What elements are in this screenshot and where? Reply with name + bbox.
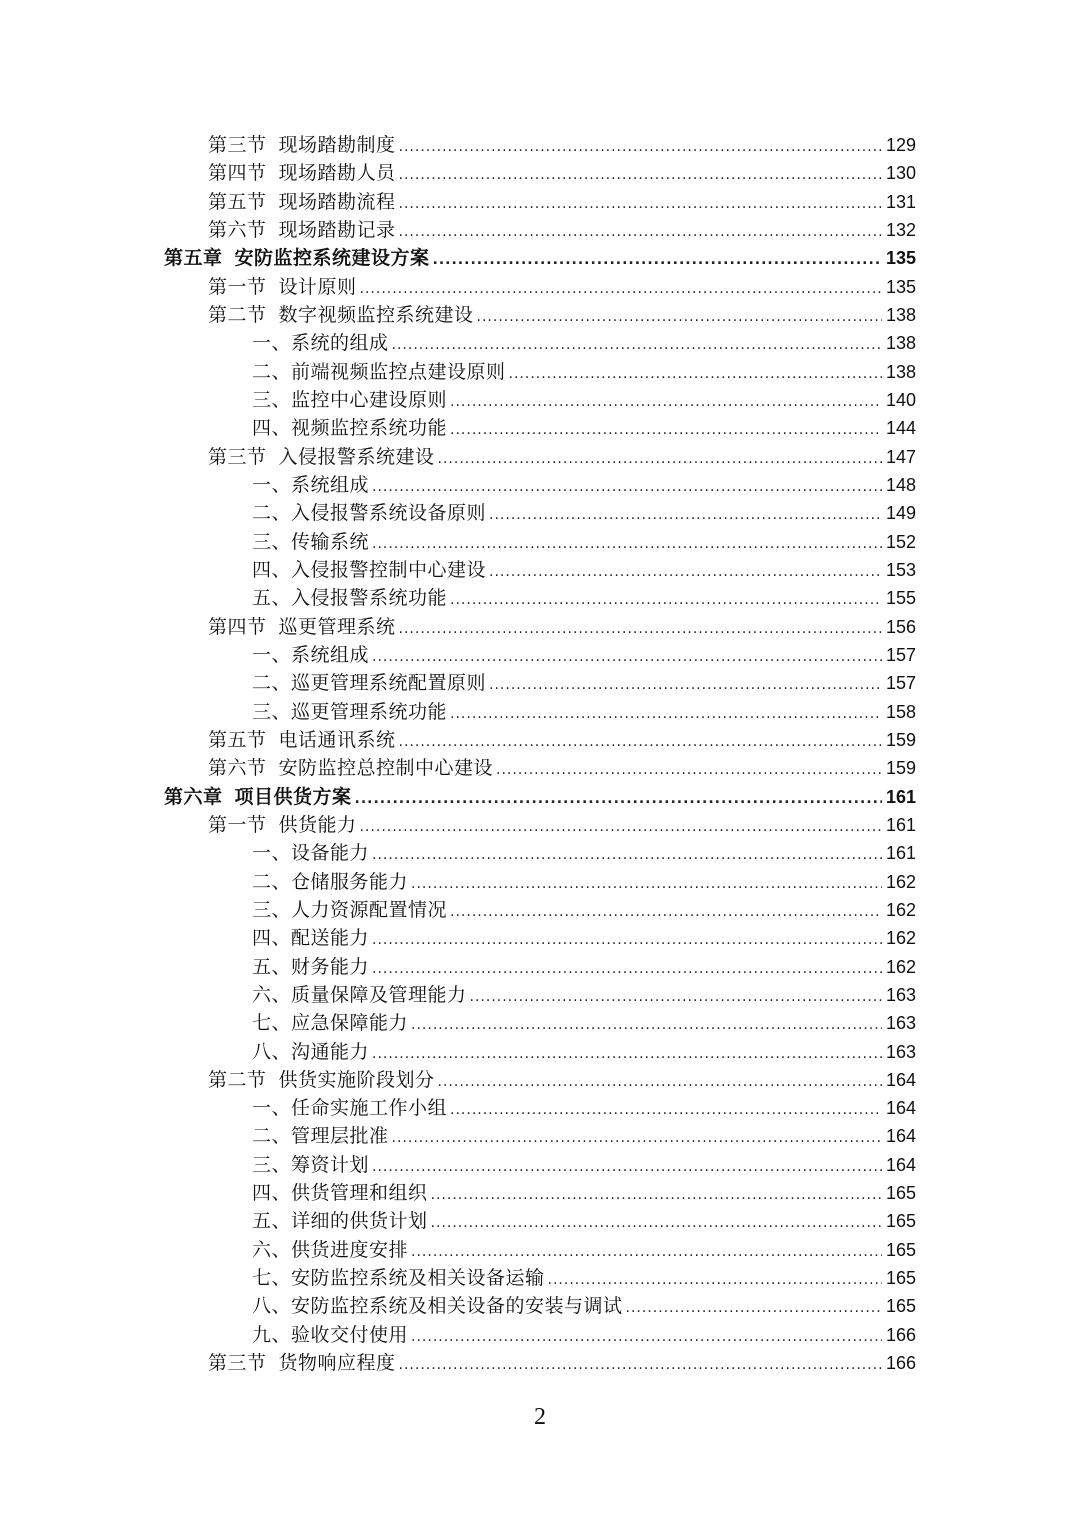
- toc-entry-text: 应急保障能力: [291, 1012, 409, 1035]
- toc-entry[interactable]: [0, 1038, 1080, 1066]
- toc-entry[interactable]: [0, 669, 1080, 697]
- toc-entry[interactable]: [0, 1264, 1080, 1292]
- toc-entry[interactable]: [0, 783, 1080, 811]
- toc-entry-title: [252, 839, 369, 867]
- toc-entry-number: 八、: [252, 1295, 292, 1318]
- toc-dot-leader: [470, 983, 882, 1011]
- toc-dot-leader: [372, 841, 882, 869]
- toc-page-number: 132: [885, 219, 916, 240]
- toc-entry[interactable]: [0, 754, 1080, 782]
- toc-entry-text: 巡更管理系统功能: [291, 700, 448, 723]
- toc-entry[interactable]: [0, 159, 1080, 187]
- toc-entry[interactable]: [0, 188, 1080, 216]
- toc-page-number: 165: [885, 1296, 916, 1317]
- toc-entry-number: 二、: [252, 672, 292, 695]
- toc-entry[interactable]: [0, 896, 1080, 924]
- toc-dot-leader: [438, 1068, 882, 1096]
- toc-entry-title: [252, 1038, 369, 1066]
- toc-dot-leader: [450, 586, 882, 614]
- toc-entry-number: 七、: [252, 1012, 292, 1035]
- toc-entry[interactable]: [0, 216, 1080, 244]
- toc-entry[interactable]: [0, 641, 1080, 669]
- toc-entry-title: [252, 329, 389, 357]
- toc-entry[interactable]: [0, 868, 1080, 896]
- toc-entry-number: 五、: [252, 955, 292, 978]
- toc-dot-leader: [489, 501, 882, 529]
- toc-dot-leader: [372, 1040, 882, 1068]
- toc-page-number: 130: [885, 163, 916, 184]
- toc-dot-leader: [450, 1096, 882, 1124]
- toc-dot-leader: [496, 756, 882, 784]
- toc-page-number: 166: [885, 1353, 916, 1374]
- toc-page-number: 148: [885, 474, 916, 495]
- toc-entry-title: [252, 641, 369, 669]
- toc-entry-number: 三、: [252, 530, 292, 553]
- toc-entry-title: [252, 528, 369, 556]
- toc-dot-leader: [399, 615, 882, 643]
- toc-entry-text: 项目供货方案: [234, 785, 352, 808]
- toc-entry-title: [252, 924, 369, 952]
- toc-entry-text: 仓储服务能力: [291, 870, 409, 893]
- toc-dot-leader: [392, 331, 882, 359]
- toc-entry-title: [208, 273, 357, 301]
- toc-entry-text: 现场踏勘制度: [278, 134, 396, 156]
- toc-entry-number: 四、: [252, 1182, 292, 1205]
- table-of-contents: [0, 131, 1080, 1377]
- toc-dot-leader: [411, 1238, 882, 1266]
- toc-entry[interactable]: [0, 726, 1080, 754]
- toc-entry-text: 传输系统: [291, 530, 370, 553]
- toc-page-number: 129: [885, 135, 916, 155]
- toc-dot-leader: [399, 218, 882, 246]
- toc-entry-text: 系统组成: [291, 473, 370, 496]
- toc-page-number: 153: [885, 559, 916, 580]
- toc-page-number: 165: [885, 1268, 916, 1289]
- toc-dot-leader: [433, 246, 882, 274]
- toc-entry[interactable]: [0, 613, 1080, 641]
- toc-entry-text: 监控中心建设原则: [291, 388, 448, 411]
- toc-entry-text: 供货能力: [278, 813, 357, 836]
- toc-page-number: 149: [885, 503, 916, 524]
- toc-page-number: 165: [885, 1239, 916, 1260]
- toc-entry-title: [208, 754, 493, 782]
- toc-page-number: 161: [885, 843, 916, 864]
- toc-entry-text: 数字视频监控系统建设: [278, 303, 474, 326]
- toc-entry[interactable]: [0, 273, 1080, 301]
- toc-entry-text: 沟通能力: [291, 1040, 370, 1063]
- toc-dot-leader: [411, 1011, 882, 1039]
- toc-entry-text: 设计原则: [278, 275, 357, 298]
- toc-page-number: 164: [885, 1154, 916, 1175]
- toc-entry[interactable]: [0, 981, 1080, 1009]
- toc-page-number: 164: [885, 1126, 916, 1147]
- toc-entry-text: 安防监控总控制中心建设: [278, 757, 494, 780]
- toc-page-number: 165: [885, 1211, 916, 1232]
- toc-entry-title: [164, 244, 430, 272]
- toc-dot-leader: [360, 813, 882, 841]
- toc-entry[interactable]: [0, 1151, 1080, 1179]
- toc-entry-title: [252, 1122, 389, 1150]
- toc-dot-leader: [477, 303, 882, 331]
- toc-entry-title: [208, 613, 396, 641]
- toc-entry-number: 一、: [252, 473, 292, 496]
- toc-entry-title: [252, 499, 486, 527]
- toc-entry-text: 任命实施工作小组: [291, 1097, 448, 1120]
- toc-entry[interactable]: [0, 471, 1080, 499]
- toc-entry-text: 入侵报警系统设备原则: [291, 502, 487, 525]
- toc-entry[interactable]: [0, 1321, 1080, 1349]
- toc-page-number: 158: [885, 701, 916, 722]
- toc-entry-text: 系统组成: [291, 643, 370, 666]
- toc-entry-number: 三、: [252, 388, 292, 411]
- toc-page-number: 155: [885, 588, 916, 609]
- toc-page-number: 163: [885, 984, 916, 1005]
- toc-entry-title: [164, 783, 352, 811]
- toc-entry-text: 人力资源配置情况: [291, 898, 448, 921]
- toc-dot-leader: [450, 898, 882, 926]
- toc-entry[interactable]: [0, 839, 1080, 867]
- toc-page-number: 138: [885, 333, 916, 354]
- toc-dot-leader: [411, 870, 882, 898]
- toc-entry-number: 第一节: [208, 275, 267, 298]
- toc-dot-leader: [438, 445, 882, 473]
- toc-entry-text: 安防监控系统建设方案: [234, 247, 430, 270]
- toc-entry-title: [208, 1349, 396, 1377]
- toc-entry[interactable]: [0, 1009, 1080, 1037]
- toc-entry-title: [252, 1179, 428, 1207]
- toc-entry-text: 配送能力: [291, 927, 370, 950]
- toc-entry-number: 四、: [252, 417, 292, 440]
- toc-entry-title: [252, 1207, 428, 1235]
- toc-page-number: 164: [885, 1069, 916, 1090]
- toc-page-number: 161: [885, 786, 916, 807]
- toc-dot-leader: [372, 955, 882, 983]
- toc-entry-title: [208, 301, 474, 329]
- toc-page-number: 166: [885, 1324, 916, 1345]
- toc-entry-number: 三、: [252, 1153, 292, 1176]
- toc-page-number: 138: [885, 361, 916, 382]
- toc-entry[interactable]: [0, 1236, 1080, 1264]
- toc-entry-number: 一、: [252, 643, 292, 666]
- toc-entry-text: 电话通讯系统: [278, 728, 396, 751]
- toc-entry-number: 二、: [252, 502, 292, 525]
- toc-page-number: 161: [885, 814, 916, 835]
- toc-entry-text: 现场踏勘流程: [278, 190, 396, 213]
- toc-entry-number: 第二节: [208, 303, 267, 326]
- toc-page-number: 159: [885, 729, 916, 750]
- toc-page-number: 152: [885, 531, 916, 552]
- toc-entry-title: [252, 669, 486, 697]
- toc-page-number: 144: [885, 418, 916, 439]
- toc-dot-leader: [360, 275, 882, 303]
- toc-entry-title: [252, 1264, 545, 1292]
- toc-page-number: 135: [885, 248, 916, 269]
- toc-entry-text: 安防监控系统及相关设备运输: [291, 1267, 545, 1290]
- toc-entry-title: [252, 1292, 623, 1320]
- toc-entry-number: 第一节: [208, 813, 267, 836]
- toc-entry-title: [252, 896, 447, 924]
- toc-entry-number: 三、: [252, 700, 292, 723]
- toc-dot-leader: [372, 473, 882, 501]
- toc-entry-title: [252, 1321, 408, 1349]
- toc-entry-title: [252, 471, 369, 499]
- toc-dot-leader: [372, 1153, 882, 1181]
- toc-entry-title: [208, 188, 396, 216]
- toc-entry-title: [252, 953, 369, 981]
- toc-entry-text: 系统的组成: [291, 332, 389, 355]
- toc-entry-number: 二、: [252, 1125, 292, 1148]
- toc-entry-text: 现场踏勘人员: [278, 162, 396, 185]
- toc-dot-leader: [372, 926, 882, 954]
- toc-page-number: 156: [885, 616, 916, 637]
- toc-entry-title: [208, 216, 396, 244]
- toc-entry-number: 二、: [252, 360, 292, 383]
- toc-entry-text: 供货实施阶段划分: [278, 1068, 435, 1091]
- toc-entry[interactable]: [0, 358, 1080, 386]
- toc-dot-leader: [399, 1351, 882, 1379]
- toc-entry-title: [252, 584, 447, 612]
- toc-entry-number: 第五节: [208, 190, 267, 213]
- toc-dot-leader: [431, 1209, 882, 1237]
- toc-entry-number: 第五章: [164, 247, 223, 270]
- toc-entry-title: [252, 1236, 408, 1264]
- toc-entry-text: 供货进度安排: [291, 1238, 409, 1261]
- toc-entry-text: 巡更管理系统: [278, 615, 396, 638]
- toc-entry-number: 四、: [252, 558, 292, 581]
- toc-entry-number: 第三节: [208, 1352, 267, 1375]
- toc-entry-text: 详细的供货计划: [291, 1210, 428, 1233]
- toc-entry-number: 第六章: [164, 785, 223, 808]
- toc-entry[interactable]: [0, 1179, 1080, 1207]
- toc-entry-title: [252, 1094, 447, 1122]
- toc-page-number: 157: [885, 644, 916, 665]
- toc-entry-title: [252, 868, 408, 896]
- toc-page-number: 163: [885, 1041, 916, 1062]
- toc-entry-text: 安防监控系统及相关设备的安装与调试: [291, 1295, 623, 1318]
- toc-dot-leader: [450, 700, 882, 728]
- toc-entry-number: 第五节: [208, 728, 267, 751]
- toc-entry-title: [252, 556, 486, 584]
- toc-entry-number: 七、: [252, 1267, 292, 1290]
- toc-entry[interactable]: [0, 1122, 1080, 1150]
- toc-entry-title: [208, 159, 396, 187]
- toc-dot-leader: [450, 416, 882, 444]
- toc-entry-text: 巡更管理系统配置原则: [291, 672, 487, 695]
- toc-dot-leader: [392, 1124, 882, 1152]
- toc-entry[interactable]: [0, 386, 1080, 414]
- toc-entry-number: 一、: [252, 842, 292, 865]
- toc-entry-number: 一、: [252, 332, 292, 355]
- toc-entry-number: 第六节: [208, 218, 267, 241]
- toc-entry[interactable]: [0, 924, 1080, 952]
- toc-page-number: 162: [885, 899, 916, 920]
- toc-entry-title: [208, 726, 396, 754]
- toc-entry-title: [208, 443, 435, 471]
- toc-entry[interactable]: [0, 1094, 1080, 1122]
- toc-dot-leader: [626, 1294, 882, 1322]
- toc-entry-text: 供货管理和组织: [291, 1182, 428, 1205]
- toc-entry-title: [252, 358, 506, 386]
- toc-entry[interactable]: [0, 1066, 1080, 1094]
- toc-entry-number: 第四节: [208, 162, 267, 185]
- page-number: 2: [534, 1404, 546, 1430]
- toc-entry-text: 入侵报警系统功能: [291, 587, 448, 610]
- toc-entry[interactable]: [0, 131, 1080, 159]
- toc-entry-text: 财务能力: [291, 955, 370, 978]
- toc-entry-number: 四、: [252, 927, 292, 950]
- toc-entry-number: 五、: [252, 587, 292, 610]
- toc-entry[interactable]: [0, 953, 1080, 981]
- toc-page-number: 163: [885, 1013, 916, 1034]
- toc-entry-title: [252, 981, 467, 1009]
- toc-dot-leader: [372, 530, 882, 558]
- toc-entry-number: 二、: [252, 870, 292, 893]
- toc-entry[interactable]: [0, 1349, 1080, 1377]
- toc-page-number: 138: [885, 304, 916, 325]
- toc-entry[interactable]: [0, 556, 1080, 584]
- toc-entry-number: 第三节: [208, 445, 267, 468]
- toc-entry-number: 一、: [252, 1097, 292, 1120]
- toc-entry-number: 第三节: [208, 134, 267, 156]
- toc-entry[interactable]: [0, 414, 1080, 442]
- toc-entry-text: 货物响应程度: [278, 1352, 396, 1375]
- toc-entry-number: 六、: [252, 1238, 292, 1261]
- toc-entry-number: 第四节: [208, 615, 267, 638]
- toc-page-number: 164: [885, 1098, 916, 1119]
- toc-dot-leader: [399, 190, 882, 218]
- toc-entry[interactable]: [0, 301, 1080, 329]
- toc-page-number: 162: [885, 956, 916, 977]
- toc-entry-number: 九、: [252, 1323, 292, 1346]
- toc-page-number: 135: [885, 276, 916, 297]
- toc-entry[interactable]: [0, 528, 1080, 556]
- toc-page-number: 157: [885, 673, 916, 694]
- toc-entry-title: [252, 1009, 408, 1037]
- toc-page-number: 159: [885, 758, 916, 779]
- toc-entry[interactable]: [0, 698, 1080, 726]
- toc-page-number: 140: [885, 389, 916, 410]
- toc-entry-number: 第二节: [208, 1068, 267, 1091]
- toc-dot-leader: [431, 1181, 882, 1209]
- toc-entry[interactable]: [0, 443, 1080, 471]
- toc-dot-leader: [355, 785, 882, 813]
- toc-entry-text: 质量保障及管理能力: [291, 983, 467, 1006]
- toc-entry[interactable]: [0, 1207, 1080, 1235]
- toc-dot-leader: [399, 728, 882, 756]
- toc-entry[interactable]: [0, 811, 1080, 839]
- toc-entry-number: 六、: [252, 983, 292, 1006]
- toc-entry-title: [208, 1066, 435, 1094]
- toc-entry-text: 前端视频监控点建设原则: [291, 360, 506, 383]
- toc-dot-leader: [372, 643, 882, 671]
- toc-entry-text: 现场踏勘记录: [278, 218, 396, 241]
- toc-entry-title: [252, 698, 447, 726]
- toc-entry-number: 八、: [252, 1040, 292, 1063]
- toc-entry-title: [252, 1151, 369, 1179]
- toc-dot-leader: [489, 558, 882, 586]
- toc-entry-text: 验收交付使用: [291, 1323, 409, 1346]
- toc-page-number: 162: [885, 928, 916, 949]
- toc-entry[interactable]: [0, 499, 1080, 527]
- toc-entry-text: 视频监控系统功能: [291, 417, 448, 440]
- toc-dot-leader: [509, 360, 882, 388]
- toc-dot-leader: [450, 388, 882, 416]
- toc-page-number: 131: [885, 191, 916, 212]
- toc-entry-text: 设备能力: [291, 842, 370, 865]
- toc-entry-title: [208, 131, 396, 159]
- toc-dot-leader: [399, 133, 882, 161]
- toc-entry-title: [252, 386, 447, 414]
- toc-page-number: 162: [885, 871, 916, 892]
- toc-entry[interactable]: [0, 244, 1080, 272]
- toc-entry[interactable]: [0, 1292, 1080, 1320]
- toc-entry[interactable]: [0, 584, 1080, 612]
- toc-entry-number: 三、: [252, 898, 292, 921]
- toc-entry-text: 筹资计划: [291, 1153, 370, 1176]
- toc-dot-leader: [548, 1266, 882, 1294]
- toc-entry-text: 入侵报警控制中心建设: [291, 558, 487, 581]
- toc-entry-number: 第六节: [208, 757, 267, 780]
- toc-entry-title: [208, 811, 357, 839]
- toc-entry-number: 五、: [252, 1210, 292, 1233]
- toc-entry[interactable]: [0, 329, 1080, 357]
- toc-dot-leader: [411, 1323, 882, 1351]
- toc-page-number: 165: [885, 1183, 916, 1204]
- toc-entry-title: [252, 414, 447, 442]
- toc-page-number: 147: [885, 446, 916, 467]
- toc-dot-leader: [399, 161, 882, 189]
- toc-dot-leader: [489, 671, 882, 699]
- toc-entry-text: 入侵报警系统建设: [278, 445, 435, 468]
- toc-entry-text: 管理层批准: [291, 1125, 389, 1148]
